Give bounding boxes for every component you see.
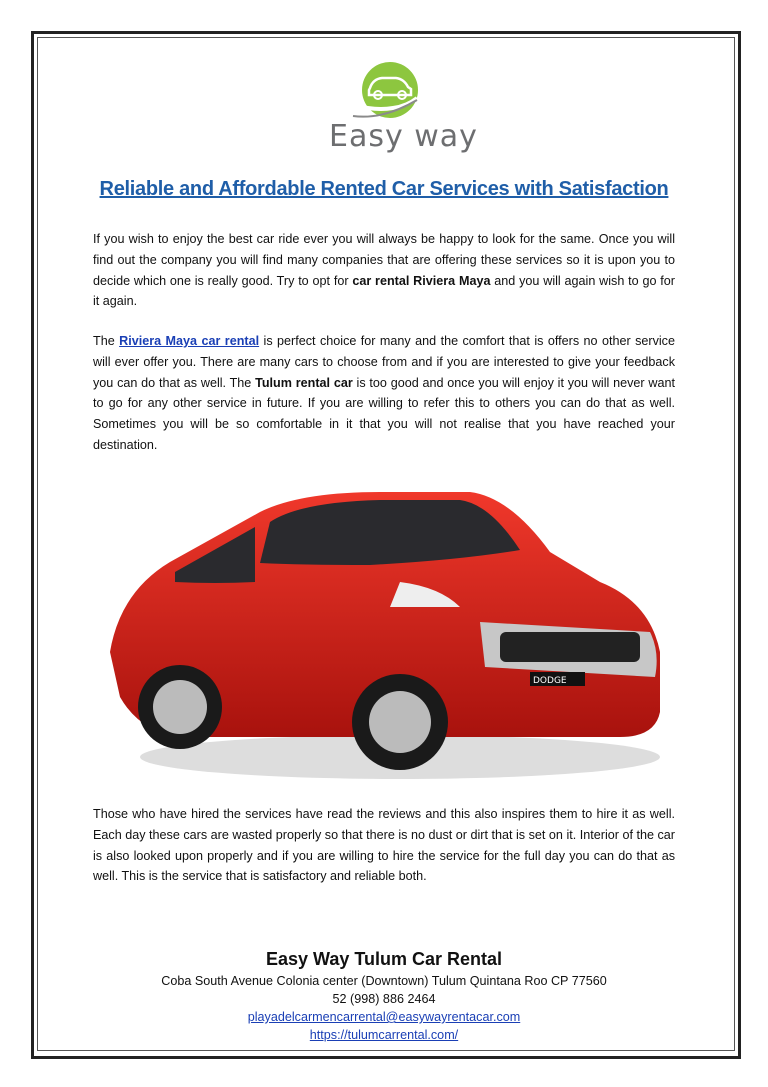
bold-text: Tulum rental car: [255, 375, 353, 390]
svg-text:Easy way: Easy way: [329, 119, 478, 154]
paragraph-text: is too good and once you will enjoy it you will never want to go for any other service in future. If you are willing to refer this to others you can do that as well. Sometimes you will be so comfortable in it that you will not realise that you have reached your destination.: [93, 375, 675, 452]
paragraph-text: Those who have hired the services have read the reviews and this also inspires them to hire it as well. Each day these cars are wasted properly so that there is no dust or dirt that is set on it. Interior of the car is also looked upon properly and if you are willing to hire the service for the full day you can do that as well. This is the service that is satisfactory and reliable both.: [93, 807, 675, 884]
paragraph-reviews: [93, 804, 675, 887]
page-title: Reliable and Affordable Rented Car Services with Satisfaction: [99, 178, 669, 200]
company-name: Easy Way Tulum Car Rental: [265, 949, 503, 969]
bold-text: car rental Riviera Maya: [352, 273, 491, 288]
company-address: Coba South Avenue Colonia center (Downtown) Tulum Quintana Roo CP 77560: [161, 974, 607, 988]
paragraph-text: is perfect choice for many and the comfort that is offers no other service will ever offer you. There are many cars to choose from and if you are interested to give your feedback you can do that as well. The: [93, 334, 675, 390]
website-link[interactable]: https://tulumcarrental.com/: [309, 1028, 459, 1042]
footer-contact: [60, 946, 708, 1044]
red-car-image: [100, 452, 670, 792]
paragraph-text: If you wish to enjoy the best car ride ever you will always be happy to look for the same. Once you will find out the company you will find many companies that are offering these services so it is upon you to decide which one is really good. Try to opt for: [93, 232, 675, 288]
car-badge: DODGE: [533, 676, 567, 686]
paragraph-riviera-maya: [93, 331, 675, 456]
paragraph-intro: [93, 229, 675, 312]
paragraph-text: The: [93, 334, 120, 348]
email-link[interactable]: playadelcarmencarrental@easywayrentacar.com: [247, 1010, 521, 1024]
easy-way-logo: [325, 58, 478, 158]
paragraph-text: and you will again wish to go for it again.: [93, 273, 675, 309]
inline-link[interactable]: Riviera Maya car rental: [119, 334, 260, 348]
company-phone: 52 (998) 886 2464: [332, 992, 436, 1006]
